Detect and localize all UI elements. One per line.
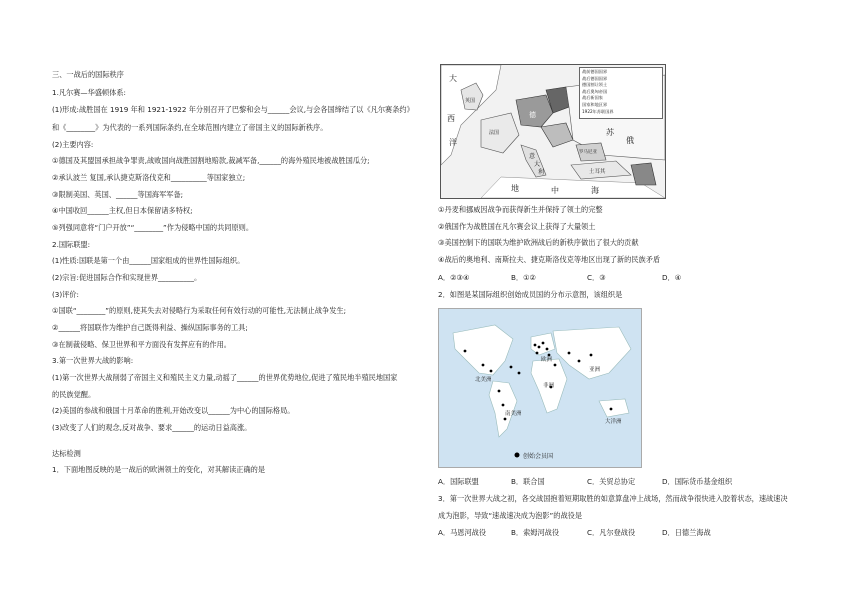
text-line: (2)主要内容: [52,140,94,149]
q1-statement: ①丹麦和挪威因战争而获得新生并保持了领土的完整 [438,205,603,214]
map-label: 苏 [606,128,614,137]
exercise-heading: 达标检测 [52,449,81,458]
text-line: (1)第一次世界大战削弱了帝国主义和殖民主义力量,动摇了______的世界优势地位,促进了殖民地半殖民地国家 [52,373,398,382]
map-label: 英国 [465,98,476,104]
section-heading: 三、一战后的国际秩序 [52,70,124,79]
map-label: 利 [538,169,545,176]
world-map-drawing [439,309,641,467]
legend-item: 战后新国家 [582,95,603,101]
q3-option-b[interactable]: B．索姆河战役 [511,528,560,537]
text-line: (3)评价: [52,290,79,299]
text-line: 2.国际联盟: [52,240,91,249]
europe-postwar-map [440,64,666,199]
question-2-stem: 2．如图是某国际组织创始成员国的分布示意图，该组织是 [438,290,623,299]
continent-label: 南美洲 [505,411,522,417]
text-line: 3.第一次世界大战的影响: [52,356,134,365]
q2-option-a[interactable]: A．国际联盟 [438,477,479,486]
continent-label: 非洲 [543,383,555,389]
map-label: 地 [511,184,519,193]
q1-option-d[interactable]: D．④ [662,273,682,282]
text-line: (1)形成:战胜国在 1919 年和 1921-1922 年分别召开了巴黎和会与______会议,与会各国缔结了以《凡尔赛条约》 [52,105,414,114]
text-line: ③限制美国、英国、______等国海军军备; [52,190,184,199]
map-label: 德 [529,111,536,119]
map-label: 俄 [626,136,634,145]
map-label: 大 [534,161,541,168]
q1-option-a[interactable]: A．②③④ [438,273,470,282]
q1-statement: ②俄国作为战胜国在凡尔赛会议上获得了大量领土 [438,222,596,231]
legend-item: 1922年苏联国界 [582,108,614,114]
map-label: 土耳其 [589,169,606,175]
legend-item: 国家和地区界 [582,101,608,107]
map-label: 法国 [489,130,500,136]
map-label: 意 [529,153,536,160]
text-line: ②______将国联作为维护自己既得利益、操纵国际事务的工具; [52,323,248,332]
map2-legend-label: 创始会员国 [523,453,554,460]
founding-members-world-map [438,308,642,468]
map-label: 大 [449,74,457,83]
q3-option-c[interactable]: C．凡尔登战役 [587,528,636,537]
text-line: ①国联“________”的原则,使其失去对侵略行为采取任何有效行动的可能性,无法制止战争发生; [52,306,347,315]
continent-label: 亚洲 [589,367,601,373]
legend-item: 战后德国国界 [582,75,608,81]
legend-item: 战前德国国界 [582,69,608,74]
text-line: ①德国及其盟国承担战争罪责,战败国向战胜国割地赔款,裁减军备,______的海外殖民地被战胜国瓜分; [52,156,370,165]
text-line: (2)美国的参战和俄国十月革命的胜利,开始改变以______为中心的国际格局。 [52,406,295,415]
map-label: 西 [447,114,455,123]
legend-dot [515,453,520,458]
continent-label: 欧洲 [541,357,553,363]
text-line: ②承认波兰 复国,承认捷克斯洛伐克和__________等国家独立; [52,173,246,182]
continent-label: 大洋洲 [605,419,622,425]
q1-option-b[interactable]: B．①② [511,273,537,282]
q2-option-c[interactable]: C．关贸总协定 [587,477,636,486]
map-label: 中 [551,186,559,195]
q3-option-a[interactable]: A．马恩河战役 [438,528,487,537]
question-1-stem: 1．下面地图反映的是一战后的欧洲领土的变化，对其解读正确的是 [52,465,266,474]
q1-option-c[interactable]: C．③ [587,273,606,282]
text-line: ⑤列强同意将“门户开放”“________”作为侵略中国的共同原则。 [52,223,254,232]
map-label: 罗马尼亚 [579,150,597,155]
legend-item: 战后奥匈帝国 [582,88,608,94]
text-line: 的民族觉醒。 [52,390,96,399]
text-line: (2)宗旨:促进国际合作和实现世界__________。 [52,273,202,282]
text-line: (1)性质:国联是第一个由______国家组成的世界性国际组织。 [52,256,245,265]
text-line: ③在制裁侵略、保卫世界和平方面没有发挥应有的作用。 [52,340,231,349]
map1-legend [579,67,663,119]
question-3-stem-line1: 3．第一次世界大战之初，各交战国抱着短期取胜的如意算盘冲上战场，然而战争很快进入胶着状态，速战速决 [438,494,788,503]
q1-statement: ③美国控制下的国联为维护欧洲战后的新秩序做出了很大的贡献 [438,238,639,247]
text-line: ④中国收回______主权,但日本保留诸多特权; [52,206,193,215]
map-label: 海 [591,186,599,195]
text-line: 和《________》为代表的一系列国际条约,在全球范围内建立了帝国主义的国际新秩序。 [52,123,328,132]
q1-statement: ④战后的奥地利、南斯拉夫、捷克斯洛伐克等地区出现了新的民族矛盾 [438,255,661,264]
text-line: 1.凡尔赛—华盛顿体系: [52,88,126,97]
q2-option-d[interactable]: D．国际货币基金组织 [662,477,733,486]
q3-option-d[interactable]: D．日德兰海战 [662,528,711,537]
continent-label: 北美洲 [475,377,492,383]
legend-item: 德国割让领土 [582,82,608,88]
question-3-stem-line2: 成为泡影，导致“速战速决成为泡影”的战役是 [438,511,583,520]
q2-option-b[interactable]: B．联合国 [511,477,545,486]
map-label: 洋 [449,138,457,147]
text-line: (3)改变了人们的观念,反对战争、要求______的运动日益高涨。 [52,423,252,432]
